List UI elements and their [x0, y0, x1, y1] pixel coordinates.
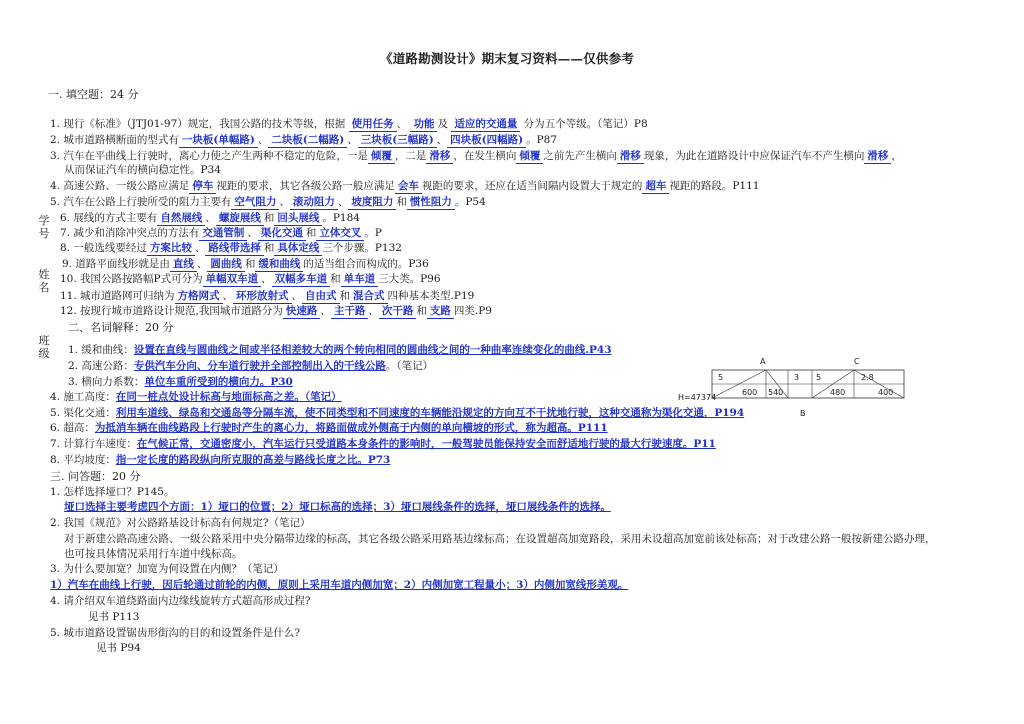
term-answer: 指一定长度的路段纵向所克服的高差与路线长度之比。P73	[115, 454, 391, 466]
term-answer: 为抵消车辆在曲线路段上行驶时产生的离心力，将路面做成外侧高于内侧的单向横坡的形式，称为超高。P111	[94, 422, 608, 434]
side-label-xingming: 姓 名	[38, 268, 50, 294]
fill-q9: 9. 道路平面线形就是由 直线 、 圆曲线 和 缓和曲线 的适当组合而构成的。P36	[62, 258, 429, 270]
answer-blank: 停车	[189, 180, 216, 194]
diagram-label-h: H=47374	[678, 393, 717, 402]
diagram-label-c: C	[854, 357, 860, 366]
answer-blank: 螺旋展线	[216, 212, 264, 226]
section-terms-heading: 二、名词解释：20 分	[68, 321, 174, 334]
answer-blank: 功能	[410, 118, 437, 132]
qa-4-answer: 见书 P113	[88, 611, 140, 623]
answer-blank: 渠化交通	[258, 227, 306, 241]
fill-q1: 1. 现行《标准》（JTJ01-97）规定，我国公路的技术等级，根据 使用任务 、 功能 及 适应的交通量 分为五个等级。（笔记）P8	[50, 118, 648, 130]
answer-blank: 倾覆	[516, 150, 543, 164]
diagram-label-b: B	[800, 409, 806, 418]
term-4: 4. 施工高度：在同一桩点处设计标高与地面标高之差。（笔记）	[50, 391, 342, 403]
qa-5-question: 5. 城市道路设置锯齿形街沟的目的和设置条件是什么?	[50, 627, 300, 639]
fill-q11: 11. 城市道路网可归纳为 方格网式 、 环形放射式 、 自由式 和 混合式 四种基本类型.P19	[60, 290, 475, 302]
term-3: 3. 横向力系数：单位车重所受到的横向力。P30	[68, 376, 293, 388]
answer-blank: 直线	[170, 258, 197, 272]
answer-blank: 倾覆	[368, 150, 395, 164]
answer-blank: 路线带选择	[205, 242, 264, 256]
term-2: 2. 高速公路：专供汽车分向、分车道行驶并全部控制出入的干线公路。（笔记）	[68, 360, 434, 372]
answer-blank: 具体定线	[274, 242, 322, 256]
fill-q8: 8. 一般选线要经过 方案比较 、 路线带选择 和 具体定线 三个步骤。P132	[60, 242, 402, 254]
diagram-label-a: A	[760, 357, 766, 366]
answer-blank: 滚动阻力	[290, 196, 338, 210]
answer-blank: 滑移	[617, 150, 644, 164]
answer-blank: 一块板(单幅路)	[179, 134, 258, 148]
fill-q12: 12. 按现行城市道路设计规范,我国城市道路分为 快速路 、 主干路 、 次干路 和 支路 四类.P9	[60, 305, 492, 317]
answer-blank: 单车道	[341, 273, 379, 287]
answer-blank: 坡度阻力	[348, 196, 396, 210]
answer-blank: 次干路	[379, 305, 417, 319]
answer-blank: 使用任务	[349, 118, 397, 132]
answer-blank: 空气阻力	[231, 196, 279, 210]
haul-diagram	[708, 356, 908, 416]
answer-blank: 四块板(四幅路)	[447, 134, 526, 148]
answer-blank: 混合式	[350, 290, 388, 304]
fill-q7: 7. 减少和消除冲突点的方法有 交通管制 、 渠化交通 和 立体交叉 。P	[60, 227, 382, 239]
answer-blank: 适应的交通量	[451, 118, 520, 132]
page-title: 《道路勘测设计》期末复习资料——仅供参考	[380, 51, 635, 66]
answer-blank: 惯性阻力	[407, 196, 455, 210]
qa-2-answer-line2: 也可按具体情况采用行车道中线标高。	[64, 548, 243, 560]
answer-blank: 三块板(三幅路)	[358, 134, 437, 148]
term-answer: 在同一桩点处设计标高与地面标高之差。（笔记）	[115, 391, 342, 403]
answer-blank: 缓和曲线	[255, 258, 303, 272]
diagram-top-value: 5	[816, 373, 822, 382]
term-answer: 在气候正常，交通密度小，汽车运行只受道路本身条件的影响时，一般驾驶员能保持安全而舒适地行驶的最大行驶速度。P11	[136, 438, 716, 450]
diagram-top-value: 2.8	[861, 373, 874, 382]
answer-blank: 自由式	[302, 290, 340, 304]
answer-blank: 支路	[427, 305, 454, 319]
diagram-top-value: 5	[718, 373, 724, 382]
answer-blank: 方案比较	[147, 242, 195, 256]
diagram-bottom-value: 600	[742, 388, 758, 397]
qa-3-answer: 1）汽车在曲线上行驶，因后轮通过前轮的内侧，原则上采用车道内侧加宽；2）内侧加宽工程量小；3）内侧加宽线形美观。	[50, 579, 629, 591]
answer-blank: 会车	[395, 180, 422, 194]
diagram-bottom-value: 480	[830, 388, 846, 397]
answer-blank: 回头展线	[274, 212, 322, 226]
term-answer: 专供汽车分向、分车道行驶并全部控制出入的干线公路	[133, 360, 386, 372]
answer-blank: 主干路	[331, 305, 369, 319]
fill-q2: 2. 城市道路横断面的型式有 一块板(单幅路) 、 二块板(二幅路) 、 三块板(三幅路) 、 四块板(四幅路) 。P87	[50, 134, 558, 146]
section-qa-heading: 三. 问答题：20 分	[50, 470, 141, 483]
qa-3-question: 3. 为什么要加宽？加宽为何设置在内侧？（笔记）	[50, 563, 284, 575]
diagram-bottom-value: 540	[768, 388, 784, 397]
fill-q5: 5. 汽车在公路上行驶所受的阻力主要有 空气阻力 、 滚动阻力 、 坡度阻力 和 惯性阻力 。P54	[50, 196, 486, 208]
fill-q3: 3. 汽车在平曲线上行驶时，离心力使之产生两种不稳定的危险，一是 倾覆 ，二是 滑移 ，在发生横向 倾覆 之前先产生横向 滑移 现象，为此在道路设计中应保证汽车不产生横向 滑移 ，	[50, 150, 902, 162]
answer-blank: 环形放射式	[233, 290, 292, 304]
diagram-top-value: 3	[794, 373, 800, 382]
answer-blank: 超车	[642, 180, 669, 194]
answer-blank: 滑移	[864, 150, 891, 164]
answer-blank: 方格网式	[175, 290, 223, 304]
answer-blank: 圆曲线	[207, 258, 245, 272]
fill-q3-line2: 从而保证汽车的横向稳定性。P34	[64, 164, 221, 176]
answer-blank: 滑移	[426, 150, 453, 164]
fill-q10: 10. 我国公路按路幅P式可分为 单幅双车道 、 双幅多车道 和 单车道 三大类。P96	[60, 273, 441, 285]
answer-blank: 自然展线	[157, 212, 205, 226]
term-answer: 利用车道线、绿岛和交通岛等分隔车流，使不同类型和不同速度的车辆能沿规定的方向互不干扰地行驶，这种交通称为渠化交通．P194	[115, 407, 745, 419]
answer-blank: 立体交叉	[316, 227, 364, 241]
side-label-banji: 班 级	[38, 334, 50, 360]
qa-2-answer-line1: 对于新建公路高速公路、一级公路采用中央分隔带边缘的标高，其它各级公路采用路基边缘标高；在设置超高加宽路段，采用未设超高加宽前该处标高；对于改建公路一般按新建公路办理，	[64, 533, 936, 545]
fill-q4: 4. 高速公路、一级公路应满足 停车 视距的要求，其它各级公路一般应满足 会车 视距的要求，还应在适当间隔内设置大于规定的 超车 视距的路段。P111	[50, 180, 760, 192]
qa-1-answer: 垭口选择主要考虑四个方面：1）垭口的位置；2）垭口标高的选择；3）垭口展线条件的选择，垭口展线条件的选择。	[64, 501, 611, 513]
answer-blank: 双幅多车道	[272, 273, 331, 287]
term-answer: 设置在直线与圆曲线之间或半径相差较大的两个转向相同的圆曲线之间的一种曲率连续变化的曲线.P43	[133, 344, 612, 356]
qa-2-question: 2. 我国《规范》对公路路基设计标高有何规定?（笔记）	[50, 517, 311, 529]
answer-blank: 二块板(二幅路)	[268, 134, 347, 148]
answer-blank: 单幅双车道	[203, 273, 262, 287]
term-7: 7. 计算行车速度：在气候正常，交通密度小，汽车运行只受道路本身条件的影响时，一般驾驶员能保持安全而舒适地行驶的最大行驶速度。P11	[50, 438, 716, 450]
fill-q6: 6. 展线的方式主要有 自然展线 、 螺旋展线 和 回头展线 。P184	[60, 212, 360, 224]
term-8: 8. 平均坡度：指一定长度的路段纵向所克服的高差与路线长度之比。P73	[50, 454, 391, 466]
answer-blank: 快速路	[283, 305, 321, 319]
qa-1-question: 1. 怎样选择垭口？P145。	[50, 486, 175, 498]
section-fill-heading: 一. 填空题：24 分	[48, 88, 139, 101]
qa-5-answer: 见书 P94	[96, 642, 141, 654]
term-1: 1. 缓和曲线：设置在直线与圆曲线之间或半径相差较大的两个转向相同的圆曲线之间的一种曲率连续变化的曲线.P43	[68, 344, 612, 356]
term-6: 6. 超高：为抵消车辆在曲线路段上行驶时产生的离心力，将路面做成外侧高于内侧的单向横坡的形式，称为超高。P111	[50, 422, 608, 434]
qa-4-question: 4. 请介绍双车道绕路面内边缘线旋转方式超高形成过程?	[50, 595, 311, 607]
answer-blank: 交通管制	[199, 227, 247, 241]
side-label-xuehao: 学 号	[38, 214, 50, 240]
term-answer: 单位车重所受到的横向力。P30	[144, 376, 293, 388]
term-5: 5. 渠化交通：利用车道线、绿岛和交通岛等分隔车流，使不同类型和不同速度的车辆能沿规定的方向互不干扰地行驶，这种交通称为渠化交通．P194	[50, 407, 745, 419]
diagram-bottom-value: 400	[878, 388, 894, 397]
